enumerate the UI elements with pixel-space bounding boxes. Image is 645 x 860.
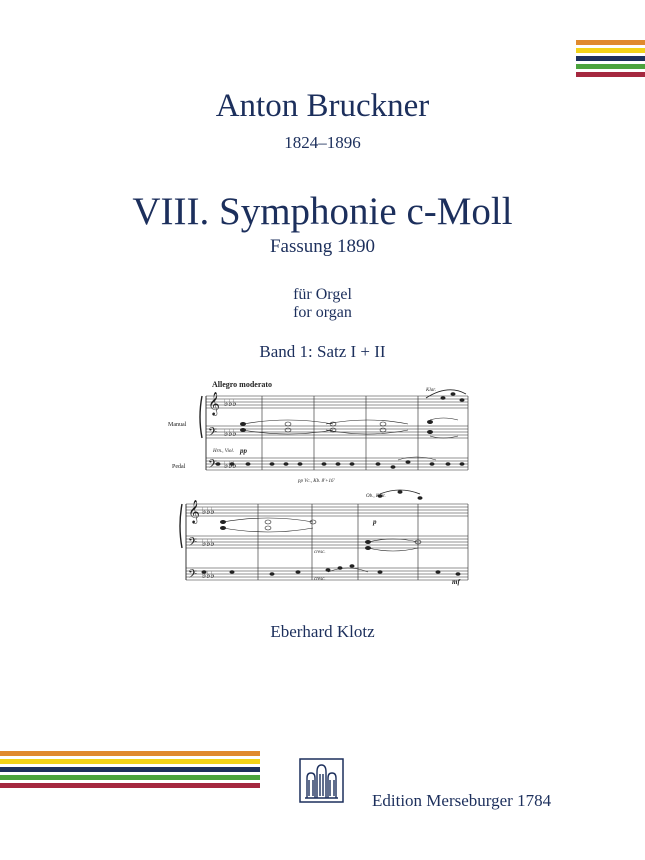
bass-clef-icon: 𝄢 [208, 426, 218, 442]
treble-staff-2 [186, 504, 468, 516]
decorative-stripes-top [576, 40, 645, 80]
registration-hrn: Hrn., Viol. [213, 449, 235, 454]
work-version: Fassung 1890 [269, 236, 376, 257]
composer-name: Anton Bruckner [215, 88, 430, 124]
instrument-german: für Orgel [293, 286, 352, 303]
stripe-green [0, 775, 260, 780]
cresc-marking-2: cresc. [314, 577, 326, 582]
bass-staff-2 [186, 536, 468, 548]
instrument-english: for organ [293, 304, 352, 321]
bass-clef-icon: 𝄢 [188, 536, 198, 552]
registration-ob: Ob., Klar. [366, 494, 386, 499]
flat-key-signature-icon: ♭♭♭ [224, 429, 237, 439]
organ-building-logo-icon [299, 758, 344, 803]
flat-key-signature-icon: ♭♭♭ [202, 571, 215, 581]
treble-staff-1 [206, 396, 468, 408]
flat-key-signature-icon: ♭♭♭ [202, 507, 215, 517]
stripe-yellow [0, 759, 260, 764]
flat-key-signature-icon: ♭♭♭ [224, 461, 237, 471]
noteheads-system-1 [216, 392, 465, 469]
stripe-red [576, 72, 645, 77]
stripe-green [576, 64, 645, 69]
tempo-marking: Allegro moderato [212, 380, 273, 389]
score-excerpt [168, 376, 478, 586]
staff-label-manual: Manual [168, 422, 187, 428]
work-title: VIII. Symphonie c-Moll [132, 190, 513, 233]
noteheads-system-2 [202, 490, 461, 576]
registration-klar: Klar. [426, 388, 436, 393]
stripe-red [0, 783, 260, 788]
composer-years: 1824–1896 [284, 133, 361, 152]
volume-label: Band 1: Satz I + II [259, 342, 386, 361]
stripe-navy [576, 56, 645, 61]
dynamic-mf: mf [452, 578, 460, 586]
stripe-navy [0, 767, 260, 772]
treble-clef-icon: 𝄞 [188, 499, 200, 523]
clefs [188, 391, 237, 584]
dynamic-pp: pp [240, 447, 247, 455]
bass-clef-icon: 𝄢 [188, 568, 198, 584]
system-2 [180, 490, 468, 580]
publisher-name: Edition Merseburger 1784 [372, 791, 552, 810]
stripe-orange [576, 40, 645, 45]
decorative-stripes-bottom [0, 751, 260, 791]
treble-clef-icon: 𝄞 [208, 391, 220, 415]
barlines-system-1 [262, 396, 468, 470]
dynamic-p: p [373, 518, 377, 526]
staff-label-pedal: Pedal [172, 464, 186, 470]
stripe-orange [0, 751, 260, 756]
arranger-name: Eberhard Klotz [270, 622, 375, 641]
bass-clef-icon: 𝄢 [208, 458, 218, 474]
cresc-marking-1: cresc. [314, 550, 326, 555]
flat-key-signature-icon: ♭♭♭ [224, 399, 237, 409]
registration-vc: pp Vc., Kb. 8'+16' [298, 479, 335, 484]
stripe-yellow [576, 48, 645, 53]
flat-key-signature-icon: ♭♭♭ [202, 539, 215, 549]
